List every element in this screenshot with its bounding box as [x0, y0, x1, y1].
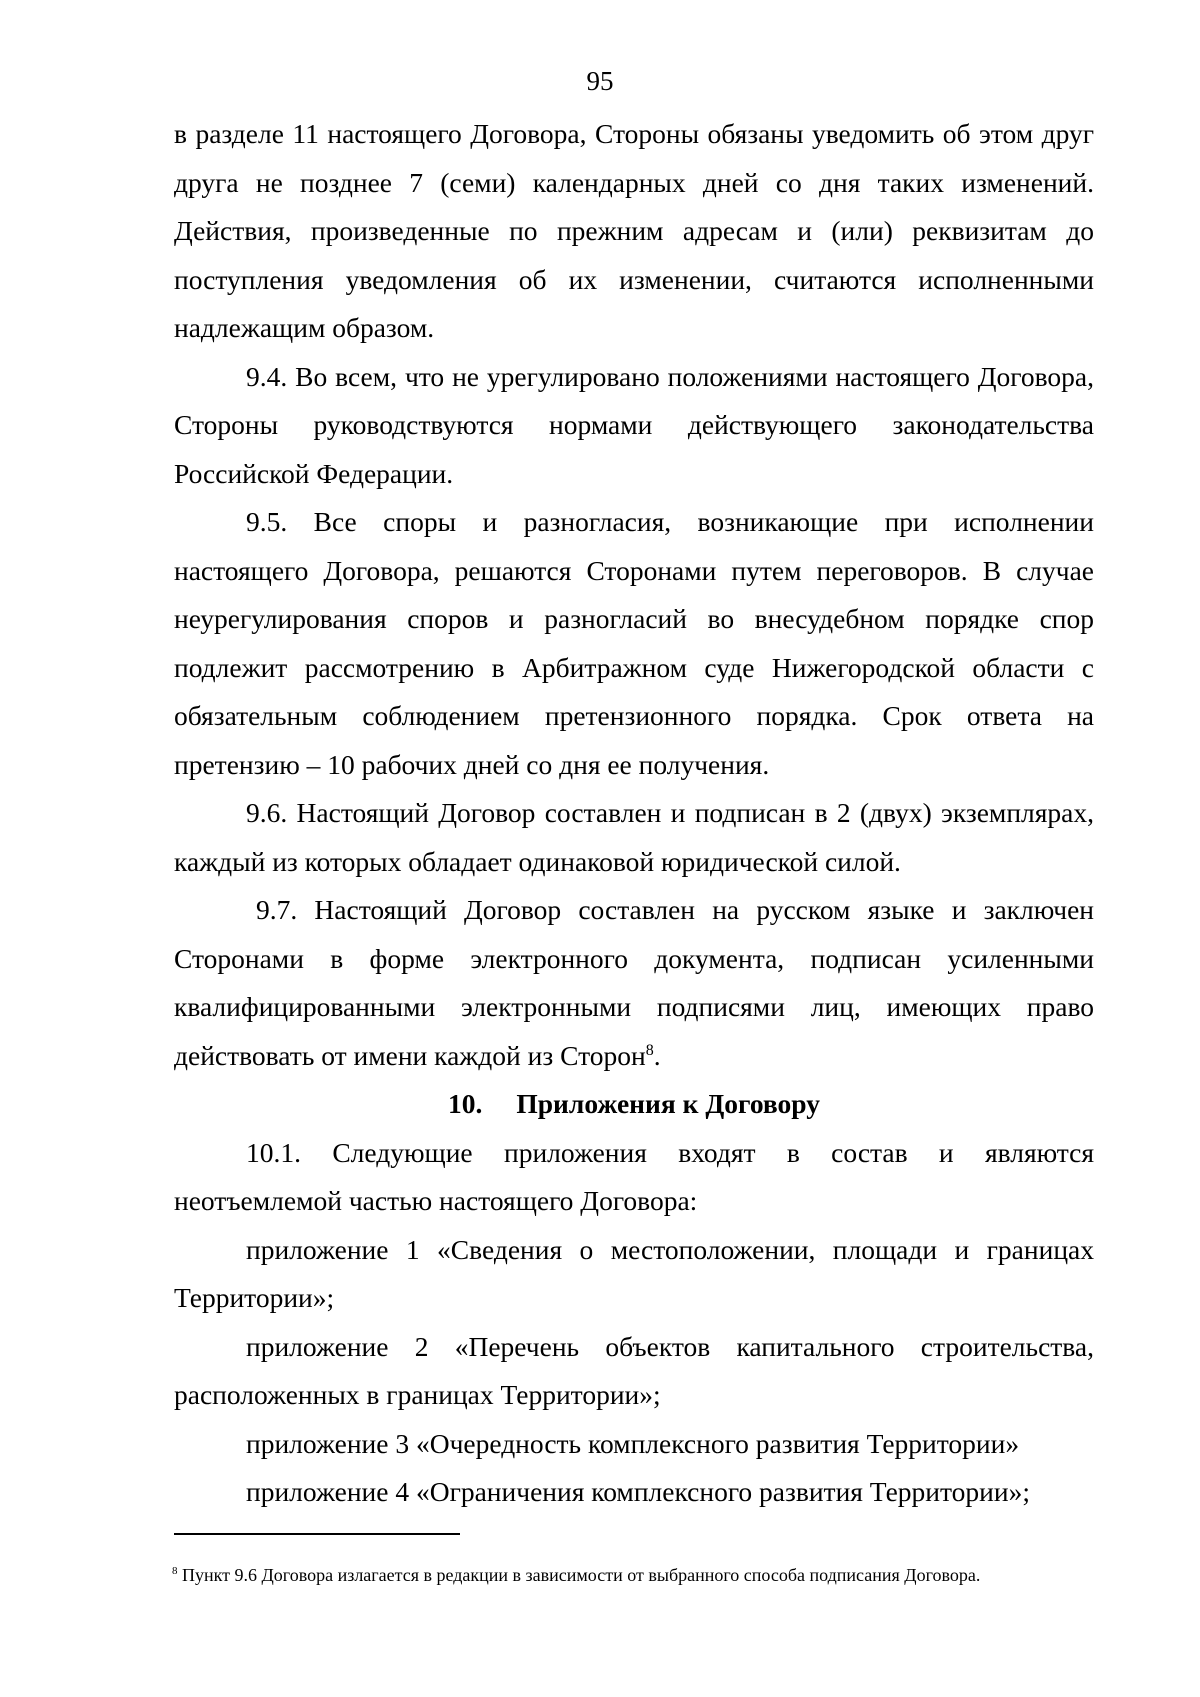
page-number: 95: [586, 66, 614, 96]
clause-10-1: 10.1. Следующие приложения входят в состав и являются неотъемлемой частью настоящего Договора:: [174, 1136, 1094, 1216]
section-10-number: 10.: [448, 1088, 483, 1119]
paragraph-continuation: в разделе 11 настоящего Договора, Стороны обязаны уведомить об этом друг друга не позднее 7 (семи) календарных дней со дня таких изменений. Действия, произведенные по прежним адресам и (или) реквизитам до поступления уведомления об их изменении, считаются исполненными надлежащим образом.: [174, 118, 1094, 343]
clause-9-7: [174, 886, 1094, 1080]
footnote-text: Пункт 9.6 Договора излагается в редакции в зависимости от выбранного способа подписания Договора.: [182, 1565, 981, 1585]
clause-9-5: 9.5. Все споры и разногласия, возникающие при исполнении настоящего Договора, решаются Сторонами путем переговоров. В случае неурегулирования споров и разногласий во внесудебном порядке спор подлежит рассмотрению в Арбитражном суде Нижегородской области с обязательным соблюдением претензионного порядка. Срок ответа на претензию – 10 рабочих дней со дня ее получения.: [174, 506, 1094, 780]
appendix-item-3: приложение 3 «Очередность комплексного развития Территории»: [246, 1427, 1020, 1459]
footnote-divider: [174, 1533, 460, 1535]
clause-9-7-text: 9.7. Настоящий Договор составлен на русском языке и заключен Сторонами в форме электронного документа, подписан усиленными квалифицированными электронными подписями лиц, имеющих право действовать от имени каждой из Сторон: [174, 894, 1094, 1071]
document-body: [174, 110, 1094, 1517]
section-10-title: Приложения к Договору: [516, 1088, 820, 1119]
footnote-reference: 8: [645, 1041, 654, 1059]
clause-9-4: 9.4. Во всем, что не урегулировано положениями настоящего Договора, Стороны руководствуются нормами действующего законодательства Российской Федерации.: [174, 360, 1094, 489]
footnote: [172, 1564, 1102, 1586]
clause-9-6: 9.6. Настоящий Договор составлен и подписан в 2 (двух) экземплярах, каждый из которых обладает одинаковой юридической силой.: [174, 797, 1094, 877]
appendix-item-1: приложение 1 «Сведения о местоположении, площади и границах Территории»;: [174, 1233, 1094, 1313]
section-10-heading: [174, 1080, 1094, 1129]
appendix-item-4: приложение 4 «Ограничения комплексного развития Территории»;: [246, 1476, 1030, 1507]
footnote-marker: 8: [172, 1565, 178, 1577]
clause-9-7-end: .: [653, 1039, 661, 1071]
appendix-item-2: приложение 2 «Перечень объектов капитального строительства, расположенных в границах Территории»;: [174, 1330, 1094, 1410]
